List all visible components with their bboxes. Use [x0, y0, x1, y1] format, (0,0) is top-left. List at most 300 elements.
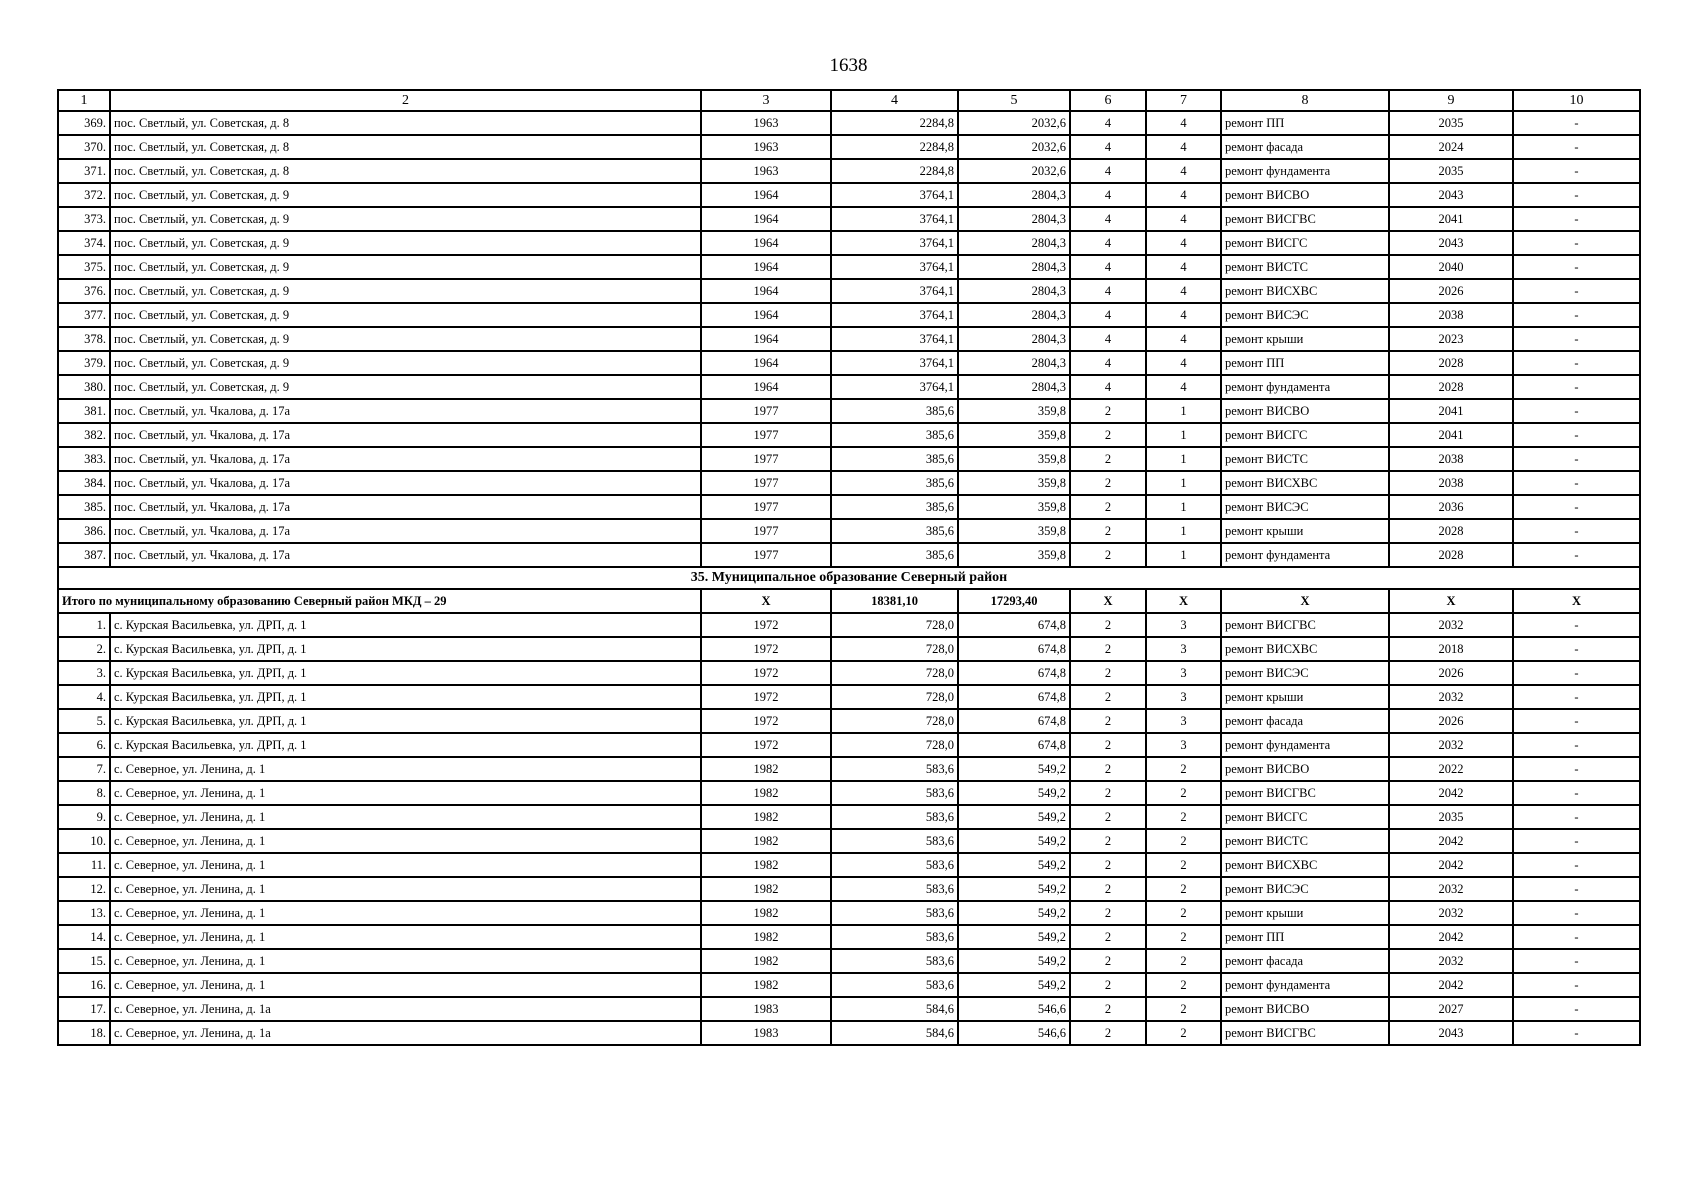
- planned-year-cell: 2038: [1389, 447, 1513, 471]
- row-number-cell: 9.: [58, 805, 110, 829]
- planned-year-cell: 2042: [1389, 781, 1513, 805]
- planned-year-cell: 2035: [1389, 111, 1513, 135]
- planned-year-cell: 2032: [1389, 949, 1513, 973]
- row-number-cell: 16.: [58, 973, 110, 997]
- entrances-cell: 4: [1146, 375, 1221, 399]
- floors-cell: 2: [1070, 399, 1146, 423]
- entrances-cell: 2: [1146, 877, 1221, 901]
- floors-cell: 4: [1070, 183, 1146, 207]
- row-number-cell: 7.: [58, 757, 110, 781]
- repair-type-cell: ремонт ВИСТС: [1221, 255, 1389, 279]
- living-area-cell: 549,2: [958, 973, 1070, 997]
- note-cell: -: [1513, 159, 1640, 183]
- total-area-cell: 583,6: [831, 805, 958, 829]
- entrances-cell: 1: [1146, 519, 1221, 543]
- table-row: [58, 973, 1640, 997]
- planned-year-cell: 2032: [1389, 901, 1513, 925]
- repair-type-cell: ремонт ВИСГВС: [1221, 781, 1389, 805]
- living-area-cell: 549,2: [958, 853, 1070, 877]
- repair-type-cell: ремонт крыши: [1221, 901, 1389, 925]
- planned-year-cell: 2032: [1389, 685, 1513, 709]
- note-cell: -: [1513, 135, 1640, 159]
- address-cell: с. Северное, ул. Ленина, д. 1: [110, 901, 701, 925]
- note-cell: -: [1513, 471, 1640, 495]
- address-cell: пос. Светлый, ул. Советская, д. 8: [110, 111, 701, 135]
- entrances-cell: 1: [1146, 471, 1221, 495]
- repair-type-cell: ремонт ВИСВО: [1221, 997, 1389, 1021]
- note-cell: -: [1513, 829, 1640, 853]
- total-cell: X: [701, 589, 831, 613]
- build-year-cell: 1982: [701, 781, 831, 805]
- row-number-cell: 1.: [58, 613, 110, 637]
- note-cell: -: [1513, 661, 1640, 685]
- living-area-cell: 2804,3: [958, 207, 1070, 231]
- build-year-cell: 1982: [701, 901, 831, 925]
- address-cell: с. Северное, ул. Ленина, д. 1: [110, 877, 701, 901]
- table-row: [58, 471, 1640, 495]
- repair-type-cell: ремонт ВИСВО: [1221, 399, 1389, 423]
- total-area-cell: 583,6: [831, 829, 958, 853]
- build-year-cell: 1964: [701, 255, 831, 279]
- planned-year-cell: 2040: [1389, 255, 1513, 279]
- total-area-cell: 584,6: [831, 1021, 958, 1045]
- repair-type-cell: ремонт ВИСГС: [1221, 231, 1389, 255]
- entrances-cell: 2: [1146, 829, 1221, 853]
- build-year-cell: 1983: [701, 1021, 831, 1045]
- note-cell: -: [1513, 375, 1640, 399]
- living-area-cell: 359,8: [958, 447, 1070, 471]
- living-area-cell: 2032,6: [958, 159, 1070, 183]
- total-area-cell: 728,0: [831, 685, 958, 709]
- floors-cell: 2: [1070, 519, 1146, 543]
- living-area-cell: 2804,3: [958, 279, 1070, 303]
- build-year-cell: 1964: [701, 351, 831, 375]
- note-cell: -: [1513, 901, 1640, 925]
- table-row: [58, 159, 1640, 183]
- total-area-cell: 583,6: [831, 973, 958, 997]
- table-row: [58, 447, 1640, 471]
- floors-cell: 2: [1070, 925, 1146, 949]
- build-year-cell: 1963: [701, 135, 831, 159]
- build-year-cell: 1982: [701, 973, 831, 997]
- row-number-cell: 12.: [58, 877, 110, 901]
- build-year-cell: 1982: [701, 853, 831, 877]
- planned-year-cell: 2028: [1389, 543, 1513, 567]
- repair-type-cell: ремонт ПП: [1221, 351, 1389, 375]
- repair-type-cell: ремонт ВИСЭС: [1221, 661, 1389, 685]
- table-row: [58, 709, 1640, 733]
- repair-type-cell: ремонт ВИСГВС: [1221, 1021, 1389, 1045]
- build-year-cell: 1972: [701, 661, 831, 685]
- note-cell: -: [1513, 519, 1640, 543]
- address-cell: с. Курская Васильевка, ул. ДРП, д. 1: [110, 733, 701, 757]
- entrances-cell: 1: [1146, 447, 1221, 471]
- repair-type-cell: ремонт ВИСЭС: [1221, 303, 1389, 327]
- living-area-cell: 674,8: [958, 733, 1070, 757]
- note-cell: -: [1513, 853, 1640, 877]
- column-header-6: 6: [1070, 90, 1146, 111]
- total-cell: X: [1221, 589, 1389, 613]
- living-area-cell: 549,2: [958, 781, 1070, 805]
- row-number-cell: 385.: [58, 495, 110, 519]
- note-cell: -: [1513, 207, 1640, 231]
- entrances-cell: 3: [1146, 637, 1221, 661]
- living-area-cell: 549,2: [958, 805, 1070, 829]
- column-header-9: 9: [1389, 90, 1513, 111]
- row-number-cell: 373.: [58, 207, 110, 231]
- planned-year-cell: 2028: [1389, 519, 1513, 543]
- note-cell: -: [1513, 637, 1640, 661]
- floors-cell: 4: [1070, 255, 1146, 279]
- note-cell: -: [1513, 973, 1640, 997]
- floors-cell: 2: [1070, 901, 1146, 925]
- entrances-cell: 2: [1146, 853, 1221, 877]
- total-cell: 17293,40: [958, 589, 1070, 613]
- repair-type-cell: ремонт ВИСХВС: [1221, 471, 1389, 495]
- floors-cell: 2: [1070, 685, 1146, 709]
- repair-type-cell: ремонт фундамента: [1221, 543, 1389, 567]
- build-year-cell: 1963: [701, 111, 831, 135]
- entrances-cell: 2: [1146, 949, 1221, 973]
- entrances-cell: 3: [1146, 685, 1221, 709]
- entrances-cell: 2: [1146, 925, 1221, 949]
- living-area-cell: 2804,3: [958, 231, 1070, 255]
- row-number-cell: 369.: [58, 111, 110, 135]
- repair-type-cell: ремонт крыши: [1221, 519, 1389, 543]
- table-row: [58, 853, 1640, 877]
- table-row: [58, 303, 1640, 327]
- build-year-cell: 1982: [701, 877, 831, 901]
- note-cell: -: [1513, 709, 1640, 733]
- column-header-2: 2: [110, 90, 701, 111]
- floors-cell: 2: [1070, 709, 1146, 733]
- note-cell: -: [1513, 111, 1640, 135]
- living-area-cell: 359,8: [958, 423, 1070, 447]
- entrances-cell: 4: [1146, 111, 1221, 135]
- row-number-cell: 377.: [58, 303, 110, 327]
- address-cell: пос. Светлый, ул. Чкалова, д. 17а: [110, 399, 701, 423]
- floors-cell: 2: [1070, 781, 1146, 805]
- table-row: [58, 279, 1640, 303]
- repair-type-cell: ремонт ВИСХВС: [1221, 853, 1389, 877]
- row-number-cell: 378.: [58, 327, 110, 351]
- total-area-cell: 584,6: [831, 997, 958, 1021]
- repair-type-cell: ремонт ВИСВО: [1221, 757, 1389, 781]
- table-row: [58, 399, 1640, 423]
- address-cell: с. Северное, ул. Ленина, д. 1: [110, 805, 701, 829]
- floors-cell: 2: [1070, 757, 1146, 781]
- table-row: [58, 613, 1640, 637]
- note-cell: -: [1513, 877, 1640, 901]
- total-area-cell: 583,6: [831, 781, 958, 805]
- row-number-cell: 371.: [58, 159, 110, 183]
- address-cell: пос. Светлый, ул. Советская, д. 9: [110, 183, 701, 207]
- note-cell: -: [1513, 543, 1640, 567]
- floors-cell: 2: [1070, 613, 1146, 637]
- table-row: [58, 685, 1640, 709]
- table-row: [58, 781, 1640, 805]
- total-row: [58, 589, 1640, 613]
- total-area-cell: 583,6: [831, 877, 958, 901]
- living-area-cell: 359,8: [958, 471, 1070, 495]
- column-header-1: 1: [58, 90, 110, 111]
- living-area-cell: 549,2: [958, 925, 1070, 949]
- build-year-cell: 1964: [701, 279, 831, 303]
- row-number-cell: 382.: [58, 423, 110, 447]
- floors-cell: 2: [1070, 423, 1146, 447]
- table-row: [58, 423, 1640, 447]
- repair-type-cell: ремонт крыши: [1221, 327, 1389, 351]
- note-cell: -: [1513, 447, 1640, 471]
- total-area-cell: 3764,1: [831, 231, 958, 255]
- row-number-cell: 384.: [58, 471, 110, 495]
- build-year-cell: 1977: [701, 399, 831, 423]
- total-cell: X: [1513, 589, 1640, 613]
- entrances-cell: 4: [1146, 303, 1221, 327]
- living-area-cell: 549,2: [958, 829, 1070, 853]
- floors-cell: 2: [1070, 1021, 1146, 1045]
- total-area-cell: 3764,1: [831, 351, 958, 375]
- address-cell: с. Северное, ул. Ленина, д. 1: [110, 829, 701, 853]
- total-area-cell: 583,6: [831, 925, 958, 949]
- living-area-cell: 2804,3: [958, 303, 1070, 327]
- address-cell: с. Северное, ул. Ленина, д. 1а: [110, 1021, 701, 1045]
- entrances-cell: 1: [1146, 423, 1221, 447]
- page-number: 1638: [829, 55, 868, 76]
- floors-cell: 4: [1070, 279, 1146, 303]
- build-year-cell: 1977: [701, 495, 831, 519]
- planned-year-cell: 2043: [1389, 231, 1513, 255]
- floors-cell: 4: [1070, 303, 1146, 327]
- row-number-cell: 5.: [58, 709, 110, 733]
- address-cell: пос. Светлый, ул. Советская, д. 9: [110, 279, 701, 303]
- floors-cell: 2: [1070, 853, 1146, 877]
- planned-year-cell: 2024: [1389, 135, 1513, 159]
- table-row: [58, 949, 1640, 973]
- living-area-cell: 359,8: [958, 495, 1070, 519]
- total-area-cell: 3764,1: [831, 207, 958, 231]
- floors-cell: 2: [1070, 805, 1146, 829]
- address-cell: с. Северное, ул. Ленина, д. 1: [110, 757, 701, 781]
- note-cell: -: [1513, 231, 1640, 255]
- table-row: [58, 375, 1640, 399]
- build-year-cell: 1964: [701, 375, 831, 399]
- table-row: [58, 901, 1640, 925]
- living-area-cell: 2804,3: [958, 375, 1070, 399]
- row-number-cell: 18.: [58, 1021, 110, 1045]
- total-area-cell: 385,6: [831, 423, 958, 447]
- table-row: [58, 519, 1640, 543]
- living-area-cell: 2804,3: [958, 351, 1070, 375]
- address-cell: пос. Светлый, ул. Советская, д. 9: [110, 255, 701, 279]
- address-cell: пос. Светлый, ул. Советская, д. 9: [110, 207, 701, 231]
- total-area-cell: 583,6: [831, 757, 958, 781]
- address-cell: пос. Светлый, ул. Чкалова, д. 17а: [110, 543, 701, 567]
- repair-type-cell: ремонт ВИСГС: [1221, 805, 1389, 829]
- repair-type-cell: ремонт крыши: [1221, 685, 1389, 709]
- living-area-cell: 359,8: [958, 399, 1070, 423]
- planned-year-cell: 2036: [1389, 495, 1513, 519]
- total-area-cell: 728,0: [831, 661, 958, 685]
- column-header-7: 7: [1146, 90, 1221, 111]
- build-year-cell: 1972: [701, 637, 831, 661]
- build-year-cell: 1972: [701, 685, 831, 709]
- row-number-cell: 374.: [58, 231, 110, 255]
- build-year-cell: 1977: [701, 447, 831, 471]
- build-year-cell: 1963: [701, 159, 831, 183]
- address-cell: с. Курская Васильевка, ул. ДРП, д. 1: [110, 613, 701, 637]
- floors-cell: 2: [1070, 973, 1146, 997]
- entrances-cell: 3: [1146, 709, 1221, 733]
- repair-type-cell: ремонт фасада: [1221, 949, 1389, 973]
- entrances-cell: 4: [1146, 255, 1221, 279]
- table-row: [58, 351, 1640, 375]
- repair-type-cell: ремонт ВИСВО: [1221, 183, 1389, 207]
- total-label: Итого по муниципальному образованию Северный район МКД – 29: [58, 589, 701, 613]
- section-heading: 35. Муниципальное образование Северный район: [58, 567, 1640, 589]
- repair-type-cell: ремонт фасада: [1221, 135, 1389, 159]
- floors-cell: 2: [1070, 733, 1146, 757]
- note-cell: -: [1513, 423, 1640, 447]
- total-area-cell: 385,6: [831, 471, 958, 495]
- note-cell: -: [1513, 997, 1640, 1021]
- planned-year-cell: 2026: [1389, 279, 1513, 303]
- total-area-cell: 2284,8: [831, 135, 958, 159]
- build-year-cell: 1977: [701, 543, 831, 567]
- note-cell: -: [1513, 183, 1640, 207]
- table-row: [58, 135, 1640, 159]
- living-area-cell: 674,8: [958, 661, 1070, 685]
- living-area-cell: 359,8: [958, 543, 1070, 567]
- living-area-cell: 549,2: [958, 949, 1070, 973]
- total-area-cell: 385,6: [831, 543, 958, 567]
- repair-type-cell: ремонт фундамента: [1221, 159, 1389, 183]
- living-area-cell: 2032,6: [958, 135, 1070, 159]
- build-year-cell: 1977: [701, 423, 831, 447]
- note-cell: -: [1513, 327, 1640, 351]
- address-cell: с. Северное, ул. Ленина, д. 1: [110, 925, 701, 949]
- floors-cell: 2: [1070, 877, 1146, 901]
- entrances-cell: 2: [1146, 757, 1221, 781]
- address-cell: с. Северное, ул. Ленина, д. 1: [110, 781, 701, 805]
- floors-cell: 4: [1070, 207, 1146, 231]
- row-number-cell: 10.: [58, 829, 110, 853]
- floors-cell: 2: [1070, 447, 1146, 471]
- entrances-cell: 3: [1146, 613, 1221, 637]
- repair-type-cell: ремонт ВИСЭС: [1221, 877, 1389, 901]
- entrances-cell: 2: [1146, 1021, 1221, 1045]
- build-year-cell: 1982: [701, 829, 831, 853]
- row-number-cell: 376.: [58, 279, 110, 303]
- address-cell: с. Курская Васильевка, ул. ДРП, д. 1: [110, 709, 701, 733]
- table-row: [58, 543, 1640, 567]
- total-area-cell: 3764,1: [831, 327, 958, 351]
- build-year-cell: 1972: [701, 709, 831, 733]
- note-cell: -: [1513, 949, 1640, 973]
- build-year-cell: 1972: [701, 613, 831, 637]
- planned-year-cell: 2042: [1389, 973, 1513, 997]
- note-cell: -: [1513, 255, 1640, 279]
- address-cell: пос. Светлый, ул. Чкалова, д. 17а: [110, 519, 701, 543]
- total-area-cell: 2284,8: [831, 111, 958, 135]
- floors-cell: 4: [1070, 135, 1146, 159]
- planned-year-cell: 2032: [1389, 877, 1513, 901]
- repair-type-cell: ремонт фасада: [1221, 709, 1389, 733]
- floors-cell: 2: [1070, 997, 1146, 1021]
- planned-year-cell: 2038: [1389, 303, 1513, 327]
- table-row: [58, 757, 1640, 781]
- address-cell: пос. Светлый, ул. Чкалова, д. 17а: [110, 423, 701, 447]
- planned-year-cell: 2026: [1389, 709, 1513, 733]
- row-number-cell: 6.: [58, 733, 110, 757]
- address-cell: пос. Светлый, ул. Советская, д. 9: [110, 351, 701, 375]
- living-area-cell: 2804,3: [958, 183, 1070, 207]
- total-area-cell: 385,6: [831, 447, 958, 471]
- entrances-cell: 3: [1146, 733, 1221, 757]
- build-year-cell: 1982: [701, 805, 831, 829]
- table-row: [58, 183, 1640, 207]
- total-area-cell: 728,0: [831, 613, 958, 637]
- note-cell: -: [1513, 399, 1640, 423]
- planned-year-cell: 2042: [1389, 829, 1513, 853]
- repair-type-cell: ремонт ПП: [1221, 925, 1389, 949]
- planned-year-cell: 2035: [1389, 159, 1513, 183]
- column-header-10: 10: [1513, 90, 1640, 111]
- living-area-cell: 546,6: [958, 1021, 1070, 1045]
- living-area-cell: 674,8: [958, 709, 1070, 733]
- living-area-cell: 549,2: [958, 901, 1070, 925]
- entrances-cell: 1: [1146, 543, 1221, 567]
- total-area-cell: 2284,8: [831, 159, 958, 183]
- entrances-cell: 4: [1146, 207, 1221, 231]
- floors-cell: 4: [1070, 375, 1146, 399]
- repair-type-cell: ремонт ВИСХВС: [1221, 279, 1389, 303]
- row-number-cell: 380.: [58, 375, 110, 399]
- note-cell: -: [1513, 279, 1640, 303]
- total-area-cell: 385,6: [831, 495, 958, 519]
- repair-type-cell: ремонт фундамента: [1221, 973, 1389, 997]
- build-year-cell: 1977: [701, 471, 831, 495]
- total-cell: 18381,10: [831, 589, 958, 613]
- entrances-cell: 2: [1146, 781, 1221, 805]
- address-cell: с. Курская Васильевка, ул. ДРП, д. 1: [110, 637, 701, 661]
- row-number-cell: 3.: [58, 661, 110, 685]
- address-cell: пос. Светлый, ул. Советская, д. 8: [110, 135, 701, 159]
- table-body: [58, 90, 1640, 1045]
- note-cell: -: [1513, 613, 1640, 637]
- planned-year-cell: 2041: [1389, 207, 1513, 231]
- total-area-cell: 728,0: [831, 733, 958, 757]
- floors-cell: 4: [1070, 231, 1146, 255]
- entrances-cell: 1: [1146, 399, 1221, 423]
- floors-cell: 4: [1070, 351, 1146, 375]
- planned-year-cell: 2041: [1389, 399, 1513, 423]
- repair-type-cell: ремонт фундамента: [1221, 375, 1389, 399]
- build-year-cell: 1964: [701, 183, 831, 207]
- repair-schedule-table: [57, 89, 1641, 1046]
- planned-year-cell: 2041: [1389, 423, 1513, 447]
- repair-type-cell: ремонт ВИСГВС: [1221, 207, 1389, 231]
- total-area-cell: 583,6: [831, 949, 958, 973]
- total-area-cell: 728,0: [831, 637, 958, 661]
- floors-cell: 2: [1070, 829, 1146, 853]
- column-header-5: 5: [958, 90, 1070, 111]
- planned-year-cell: 2042: [1389, 853, 1513, 877]
- address-cell: с. Северное, ул. Ленина, д. 1: [110, 853, 701, 877]
- row-number-cell: 15.: [58, 949, 110, 973]
- build-year-cell: 1972: [701, 733, 831, 757]
- repair-type-cell: ремонт ВИСГС: [1221, 423, 1389, 447]
